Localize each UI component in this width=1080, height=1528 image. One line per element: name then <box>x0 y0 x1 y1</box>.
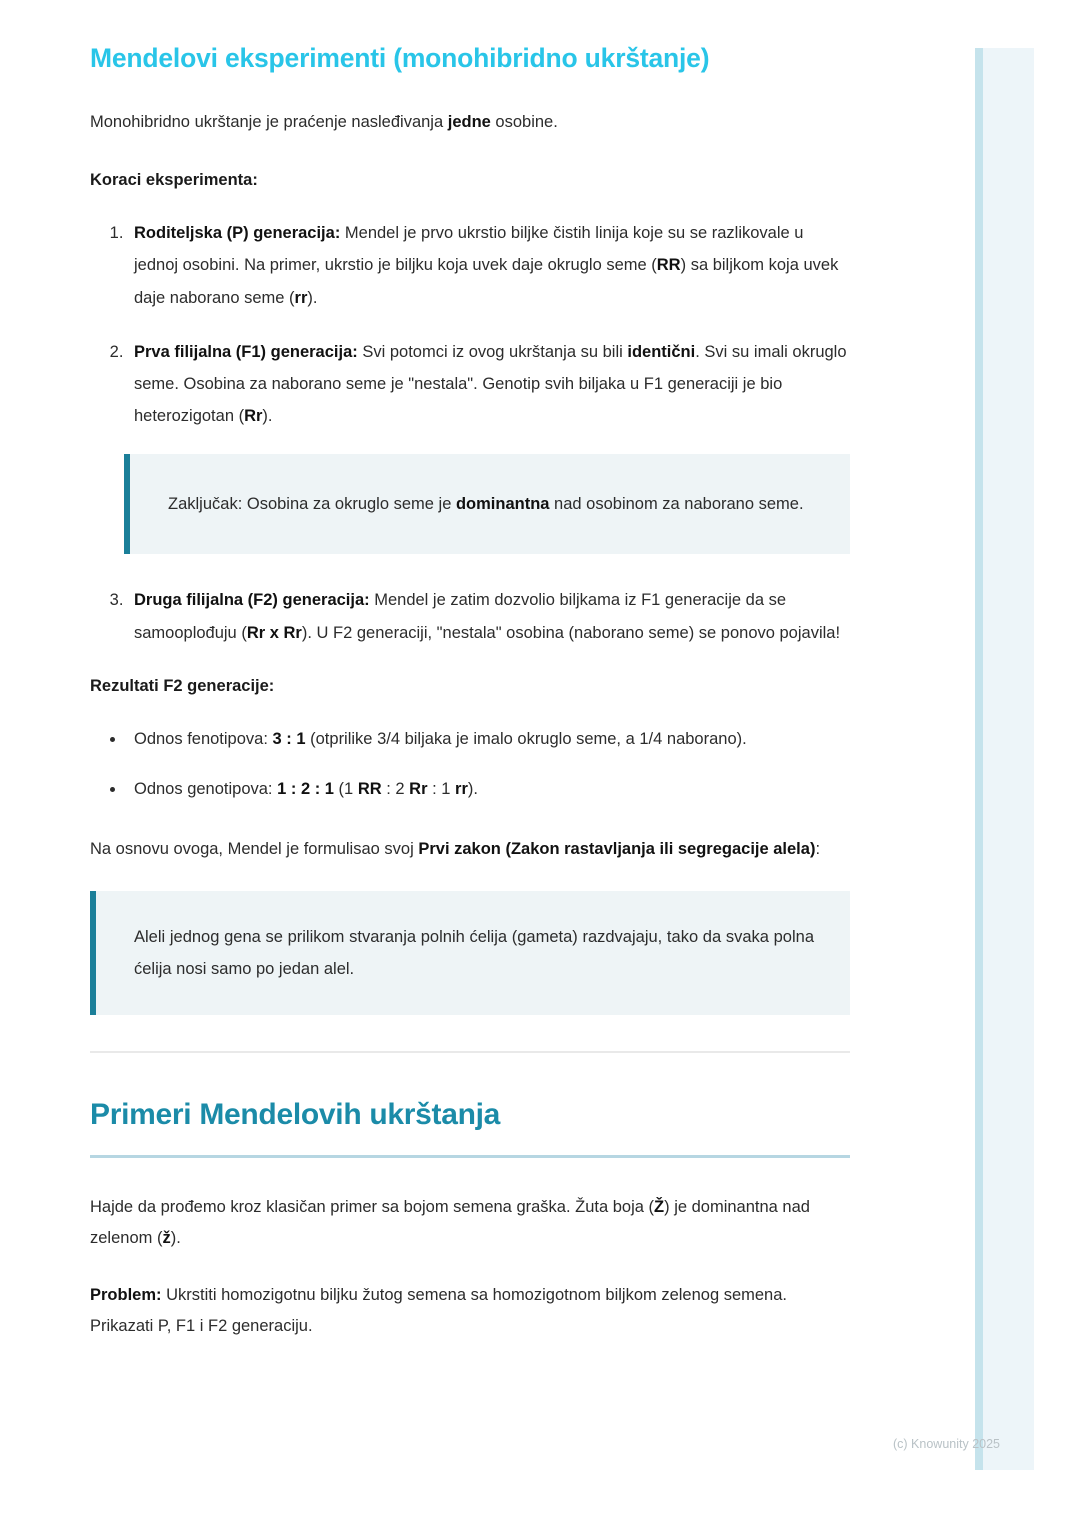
list-item <box>128 584 850 648</box>
right-decorative-band-inner <box>983 48 1034 1470</box>
callout-first-law <box>90 891 850 1015</box>
problem-text: Ukrstiti homozigotnu biljku žutog semena sa homozigotnom biljkom zelenog semena. Prikazati P, F1 i F2 generaciju. <box>90 1286 787 1335</box>
experiment-steps-list <box>90 217 850 432</box>
results-heading: Rezultati F2 generacije: <box>90 676 275 695</box>
first-law-paragraph <box>90 834 850 865</box>
callout-first-law-text: Aleli jednog gena se prilikom stvaranja polnih ćelija (gameta) razdvajaju, tako da svaka polna ćelija nosi samo po jedan alel. <box>134 928 814 979</box>
ratio-after-1: (1 <box>333 780 358 799</box>
law-bold: Prvi zakon (Zakon rastavljanja ili segregacije alela) <box>418 839 816 858</box>
step-text-1: Mendel je zatim dozvolio biljkama iz F1 generacije da se samooplođuju ( <box>134 591 787 642</box>
step-text-3: ). <box>262 407 273 426</box>
example-bold-dominant: Ž <box>654 1198 665 1217</box>
intro-paragraph <box>90 107 850 138</box>
ratio-after-3: : 1 <box>427 780 456 799</box>
callout-bold: dominantna <box>455 495 550 514</box>
law-before: Na osnovu ovoga, Mendel je formulisao svoj <box>90 839 419 858</box>
ratio-bold-2: RR <box>357 780 382 799</box>
ratio-bold: 1 : 2 : 1 <box>277 780 334 799</box>
step-bold-1: RR <box>656 256 681 275</box>
intro-text-after: osobine. <box>490 113 558 132</box>
step-label: Roditeljska (P) generacija: <box>134 224 341 243</box>
steps-heading: Koraci eksperimenta: <box>90 170 258 189</box>
list-item <box>126 723 850 755</box>
watermark: (c) Knowunity 2025 <box>893 1437 1001 1451</box>
ratio-after-2: : 2 <box>381 780 410 799</box>
experiment-steps-list-continued <box>90 584 850 648</box>
callout-conclusion-text <box>168 488 814 520</box>
callout-after: nad osobinom za naborano seme. <box>549 495 804 514</box>
callout-conclusion <box>124 454 850 554</box>
section-divider <box>90 1051 850 1053</box>
callout-before: Zaključak: Osobina za okruglo seme je <box>168 495 456 514</box>
step-text-2: . Svi su imali okruglo seme. Osobina za naborano seme je "nestala". Genotip svih biljaka u F1 generaciji je bio heterozigotan ( <box>134 342 847 426</box>
problem-paragraph <box>90 1280 850 1341</box>
list-item <box>128 336 850 433</box>
ratio-after: (otprilike 3/4 biljaka je imalo okruglo seme, a 1/4 naborano). <box>305 730 747 749</box>
step-label: Druga filijalna (F2) generacija: <box>134 591 370 610</box>
intro-bold: jedne <box>447 113 491 132</box>
example-before: Hajde da prođemo kroz klasičan primer sa bojom semena graška. Žuta boja ( <box>90 1198 655 1217</box>
example-after: ). <box>170 1228 181 1247</box>
step-bold-2: rr <box>294 288 308 307</box>
ratio-bold-4: rr <box>455 780 468 799</box>
page-title: Mendelovi eksperimenti (monohibridno ukrštanje) <box>90 43 710 73</box>
example-intro-paragraph <box>90 1192 850 1253</box>
step-bold-1: Rr x Rr <box>246 623 302 642</box>
section-title-underline <box>90 1155 850 1158</box>
section-title-examples: Primeri Mendelovih ukrštanja <box>90 1098 501 1132</box>
right-decorative-stripe <box>975 48 983 1470</box>
ratio-after-4: ). <box>467 780 478 799</box>
ratio-before: Odnos genotipova: <box>134 780 278 799</box>
law-after: : <box>815 839 821 858</box>
list-item <box>128 217 850 314</box>
ratio-bold-3: Rr <box>409 780 428 799</box>
f2-results-list <box>90 723 850 805</box>
step-text-3: ). <box>307 288 318 307</box>
step-text-1: Svi potomci iz ovog ukrštanja su bili <box>357 342 628 361</box>
step-text-2: ) sa biljkom koja uvek daje naborano seme ( <box>134 256 839 307</box>
step-text-1: Mendel je prvo ukrstio biljke čistih linija koje su se razlikovale u jednoj osobini. Na primer, ukrstio je biljku koja uvek daje okruglo seme ( <box>134 224 804 275</box>
intro-text-before: Monohibridno ukrštanje je praćenje nasleđivanja <box>90 113 448 132</box>
step-bold-2: Rr <box>244 407 263 426</box>
example-middle: ) je dominantna nad zelenom ( <box>90 1198 810 1247</box>
ratio-bold: 3 : 1 <box>272 730 306 749</box>
list-item <box>126 773 850 805</box>
step-bold-1: identični <box>627 342 696 361</box>
example-bold-recessive: ž <box>162 1228 171 1247</box>
problem-label: Problem: <box>90 1286 162 1305</box>
step-label: Prva filijalna (F1) generacija: <box>134 342 358 361</box>
ratio-before: Odnos fenotipova: <box>134 730 273 749</box>
step-text-2: ). U F2 generaciji, "nestala" osobina (naborano seme) se ponovo pojavila! <box>301 623 841 642</box>
